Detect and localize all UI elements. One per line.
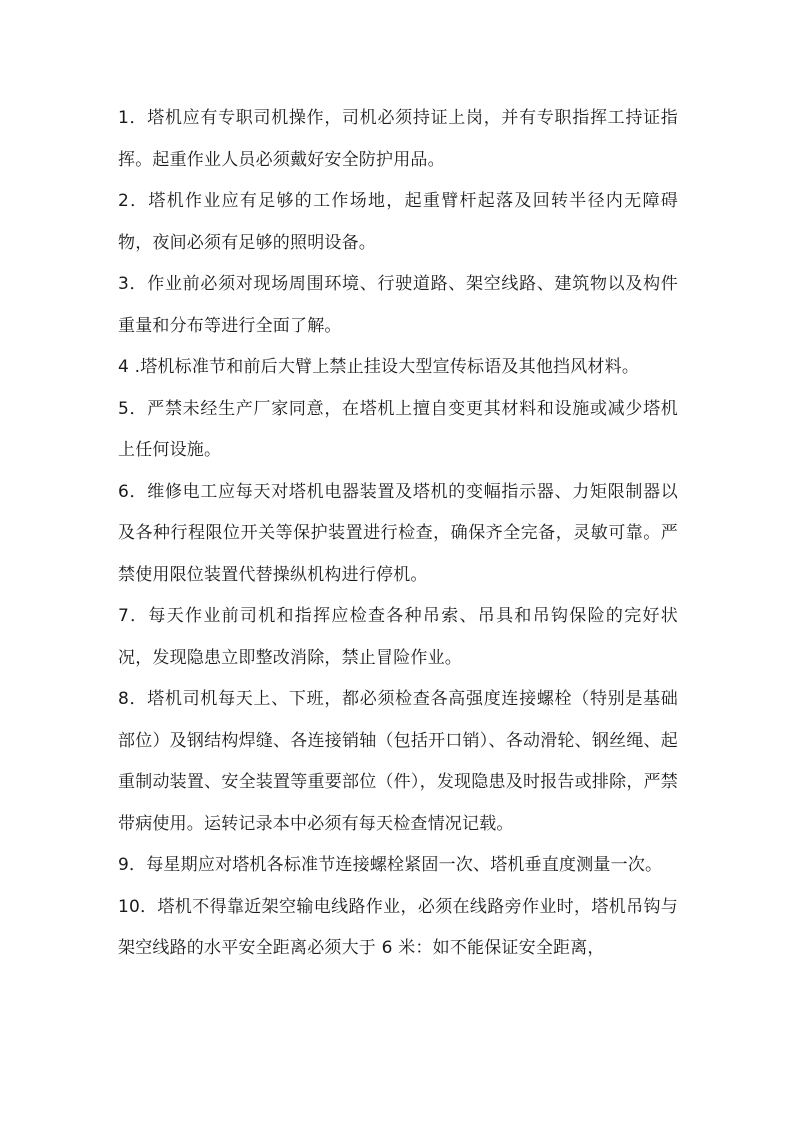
- paragraph-9: 9．每星期应对塔机各标准节连接螺栓紧固一次、塔机垂直度测量一次。: [118, 855, 663, 875]
- paragraph-1: 1．塔机应有专职司机操作，司机必须持证上岗，并有专职指挥工持证指挥。起重作业人员必须戴好安全防护用品。: [118, 108, 678, 170]
- paragraph-5: 5．严禁未经生产厂家同意，在塔机上擅自变更其材料和设施或减少塔机上任何设施。: [118, 398, 678, 460]
- paragraph-3: 3．作业前必须对现场周围环境、行驶道路、架空线路、建筑物以及构件重量和分布等进行全面了解。: [118, 274, 678, 336]
- document-body: [118, 98, 678, 970]
- paragraph-8: 8．塔机司机每天上、下班，都必须检查各高强度连接螺栓（特别是基础部位）及钢结构焊缝、各连接销轴（包括开口销）、各动滑轮、钢丝绳、起重制动装置、安全装置等重要部位（件），发现隐患及时报告或排除，严禁带病使用。运转记录本中必须有每天检查情况记载。: [118, 689, 678, 834]
- paragraph-6: 6．维修电工应每天对塔机电器装置及塔机的变幅指示器、力矩限制器以及各种行程限位开关等保护装置进行检查，确保齐全完备，灵敏可靠。严禁使用限位装置代替操纵机构进行停机。: [118, 481, 678, 585]
- paragraph-2: 2．塔机作业应有足够的工作场地，起重臂杆起落及回转半径内无障碍物，夜间必须有足够的照明设备。: [118, 191, 678, 253]
- paragraph-7: 7．每天作业前司机和指挥应检查各种吊索、吊具和吊钩保险的完好状况，发现隐患立即整改消除，禁止冒险作业。: [118, 606, 678, 668]
- paragraph-4: 4 .塔机标准节和前后大臂上禁止挂设大型宣传标语及其他挡风材料。: [118, 357, 640, 377]
- paragraph-10: 10．塔机不得靠近架空输电线路作业，必须在线路旁作业时，塔机吊钩与架空线路的水平安全距离必须大于 6 米：如不能保证安全距离，: [118, 896, 678, 958]
